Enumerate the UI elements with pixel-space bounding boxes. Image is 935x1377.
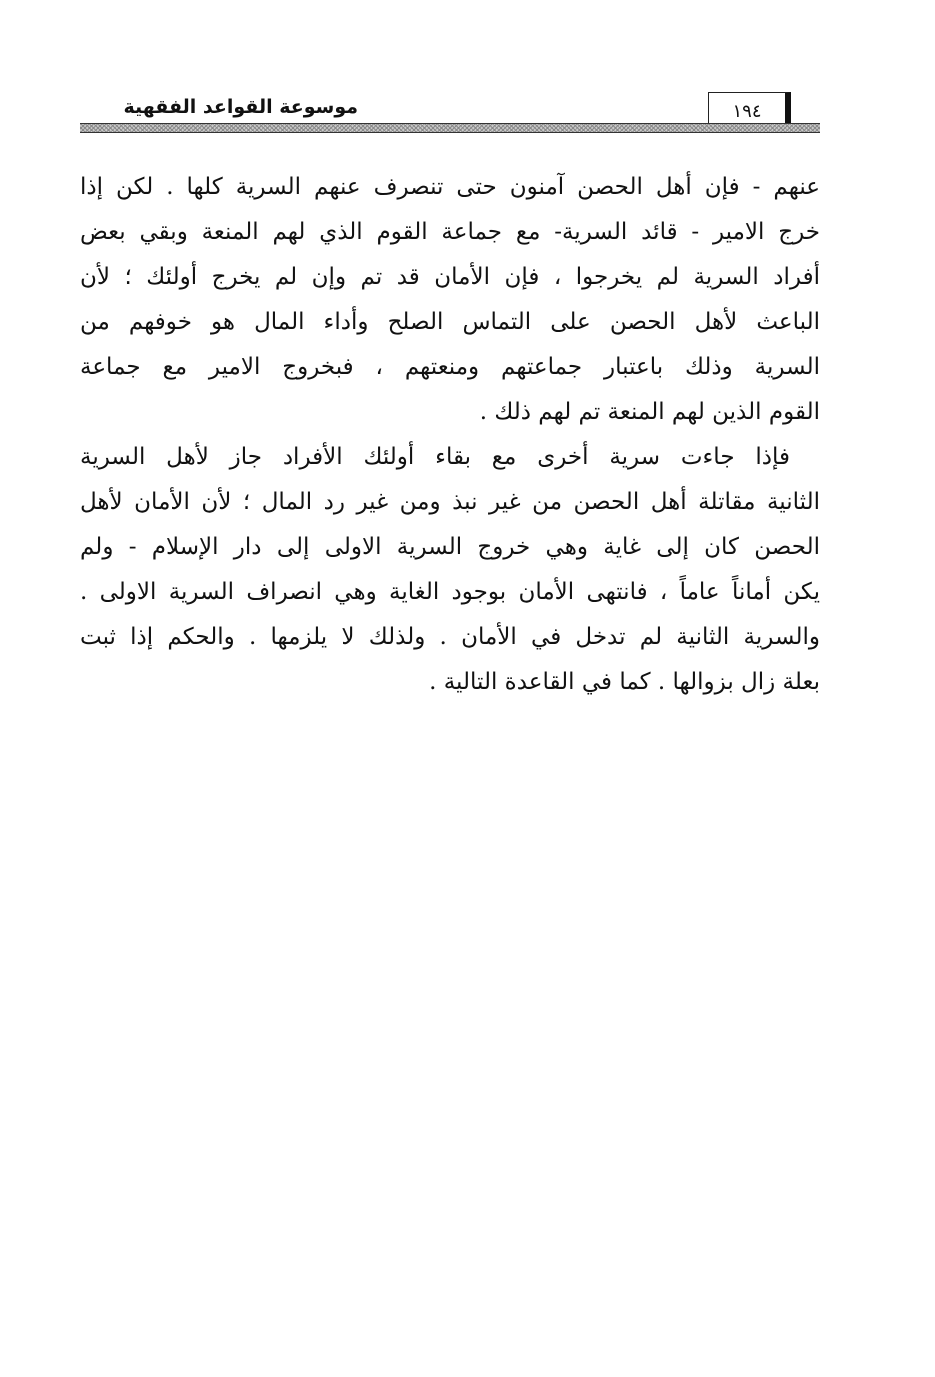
text-line: الباعث لأهل الحصن على التماس الصلح وأداء المال هو خوفهم من <box>80 309 820 335</box>
header-rule <box>80 123 820 133</box>
text-line: أفراد السرية لم يخرجوا ، فإن الأمان قد تم وإن لم يخرج أولئك ؛ لأن <box>80 264 820 290</box>
text-line: خرج الامير - قائد السرية- مع جماعة القوم الذي لهم المنعة وبقي بعض <box>80 219 820 245</box>
text-line: والسرية الثانية لم تدخل في الأمان . ولذلك لا يلزمها . والحكم إذا ثبت <box>80 624 820 650</box>
paragraph-2 <box>80 435 820 705</box>
running-head-title: موسوعة القواعد الفقهية <box>123 96 358 118</box>
text-line: يكن أماناً عاماً ، فانتهى الأمان بوجود الغاية وهي انصراف السرية الاولى . <box>80 579 820 605</box>
text-line: عنهم - فإن أهل الحصن آمنون حتى تنصرف عنهم السرية كلها . لكن إذا <box>80 174 820 200</box>
page-header <box>80 88 820 136</box>
text-line: الثانية مقاتلة أهل الحصن من غير نبذ ومن غير رد المال ؛ لأن الأمان لأهل <box>80 489 820 515</box>
paragraph-1 <box>80 165 820 435</box>
text-line: القوم الذين لهم المنعة تم لهم ذلك . <box>479 399 820 425</box>
text-line: فإذا جاءت سرية أخرى مع بقاء أولئك الأفراد جاز لأهل السرية <box>80 444 790 470</box>
text-line: بعلة زال بزوالها . كما في القاعدة التالية . <box>429 669 820 695</box>
body-text <box>80 165 820 705</box>
text-line: السرية وذلك باعتبار جماعتهم ومنعتهم ، فبخروج الامير مع جماعة <box>80 354 820 380</box>
page-number: ١٩٤ <box>732 101 762 122</box>
text-line: الحصن كان إلى غاية وهي خروج السرية الاولى إلى دار الإسلام - ولم <box>80 534 820 560</box>
